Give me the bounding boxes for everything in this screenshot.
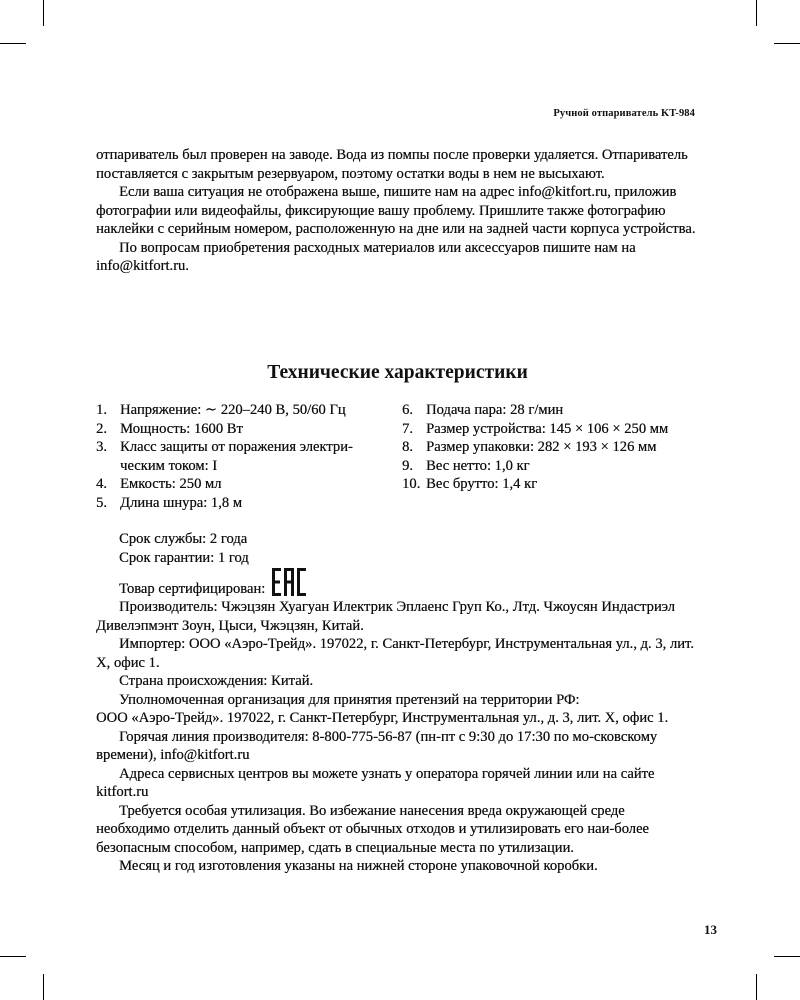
certification-label: Товар сертифицирован: xyxy=(119,580,266,597)
spec-number: 1. xyxy=(96,402,107,418)
spec-text: Подача пара: 28 г/мин xyxy=(426,402,564,418)
spec-number: 3. xyxy=(96,439,107,455)
spec-number: 2. xyxy=(96,420,107,437)
spec-number: 4. xyxy=(96,476,107,492)
spec-number: 8. xyxy=(402,439,413,455)
crop-mark xyxy=(43,0,44,26)
certification-line xyxy=(96,567,699,598)
product-info-section xyxy=(96,530,699,876)
specs-list-left xyxy=(96,401,396,512)
spec-number: 9. xyxy=(402,457,413,474)
spec-item xyxy=(402,420,702,439)
spec-item xyxy=(96,475,396,494)
spec-item xyxy=(402,438,702,457)
crop-mark xyxy=(756,0,757,26)
spec-number: 10. xyxy=(402,476,421,492)
authorized-org-label: Уполномоченная организация для принятия претензий на территории РФ: xyxy=(119,691,580,708)
spec-text: Длина шнура: 1,8 м xyxy=(120,494,242,511)
spec-text: Напряжение: ∼ 220–240 В, 50/60 Гц xyxy=(120,402,346,418)
eac-mark-icon xyxy=(271,567,307,597)
intro-paragraph: Если ваша ситуация не отображена выше, пишите нам на адрес info@kitfort.ru, приложив фотографии или видеофайлы, фиксирующие вашу проблему. Пришлите также фотографию наклейки с серийным номером, расположенную на дне или на задней части корпуса устройства. xyxy=(96,184,696,237)
spec-item xyxy=(96,401,396,420)
spec-text: Размер устройства: 145 × 106 × 250 мм xyxy=(426,420,669,437)
spec-text: Вес нетто: 1,0 кг xyxy=(426,457,530,474)
crop-mark xyxy=(756,974,757,1000)
spec-number: 5. xyxy=(96,494,107,511)
spec-item xyxy=(402,475,702,494)
crop-mark xyxy=(0,956,26,957)
production-date-note: Месяц и год изготовления указаны на нижней стороне упаковочной коробки. xyxy=(119,858,598,874)
hotline: Горячая линия производителя: 8-800-775-56-87 (пн-пт с 9:30 до 17:30 по мо-сковскому времени), info@kitfort.ru xyxy=(96,728,658,763)
warranty-period: Срок гарантии: 1 год xyxy=(119,549,249,566)
spec-text: Размер упаковки: 282 × 193 × 126 мм xyxy=(426,439,657,455)
service-centers: Адреса сервисных центров вы можете узнать у оператора горячей линии или на сайте kitfort.ru xyxy=(96,765,655,800)
crop-mark xyxy=(43,974,44,1000)
spec-text: Емкость: 250 мл xyxy=(120,476,222,492)
crop-mark xyxy=(774,956,800,957)
spec-item xyxy=(96,494,396,513)
spec-number: 7. xyxy=(402,420,413,437)
spec-text: Вес брутто: 1,4 кг xyxy=(426,476,538,492)
country-of-origin: Страна происхождения: Китай. xyxy=(119,673,314,689)
disposal-notice: Требуется особая утилизация. Во избежание нанесения вреда окружающей среде необходимо отделить данный объект от обычных отходов и утилизировать его наи-более безопасным способом, например, сдать в специальные места по утилизации. xyxy=(96,802,649,856)
intro-paragraph: По вопросам приобретения расходных материалов или аксессуаров пишите нам на info@kitfort.ru. xyxy=(96,239,636,274)
running-header: Ручной отпариватель KT-984 xyxy=(553,108,695,119)
intro-section xyxy=(96,146,699,276)
crop-mark xyxy=(774,43,800,44)
intro-paragraph: отпариватель был проверен на заводе. Вода из помпы после проверки удаляется. Отпариватель поставляется с закрытым резервуаром, поэтому остатки воды в нем не высыхают. xyxy=(96,147,688,182)
crop-mark xyxy=(0,43,26,44)
manufacturer: Производитель: Чжэцзян Хуагуан Илектрик Эплаенс Груп Ко., Лтд. Чжоусян Индастриэл Дивелэпмэнт Зоун, Цыси, Чжэцзян, Китай. xyxy=(96,599,675,634)
specs-list-right xyxy=(402,401,702,494)
spec-number: 6. xyxy=(402,402,413,418)
authorized-org: ООО «Аэро-Трейд». 197022, г. Санкт-Петербург, Инструментальная ул., д. 3, лит. Х, офис 1. xyxy=(96,710,669,726)
page-number: 13 xyxy=(704,922,717,937)
section-title: Технические характеристики xyxy=(267,362,528,383)
spec-text: Класс защиты от поражения электри-ческим током: I xyxy=(120,439,353,474)
importer: Импортер: ООО «Аэро-Трейд». 197022, г. Санкт-Петербург, Инструментальная ул., д. 3, лит. Х, офис 1. xyxy=(96,636,694,671)
spec-item xyxy=(402,457,702,476)
spec-item xyxy=(96,420,396,439)
spec-item xyxy=(402,401,702,420)
spec-item xyxy=(96,438,396,475)
service-life: Срок службы: 2 года xyxy=(119,531,248,547)
spec-text: Мощность: 1600 Вт xyxy=(120,420,243,437)
